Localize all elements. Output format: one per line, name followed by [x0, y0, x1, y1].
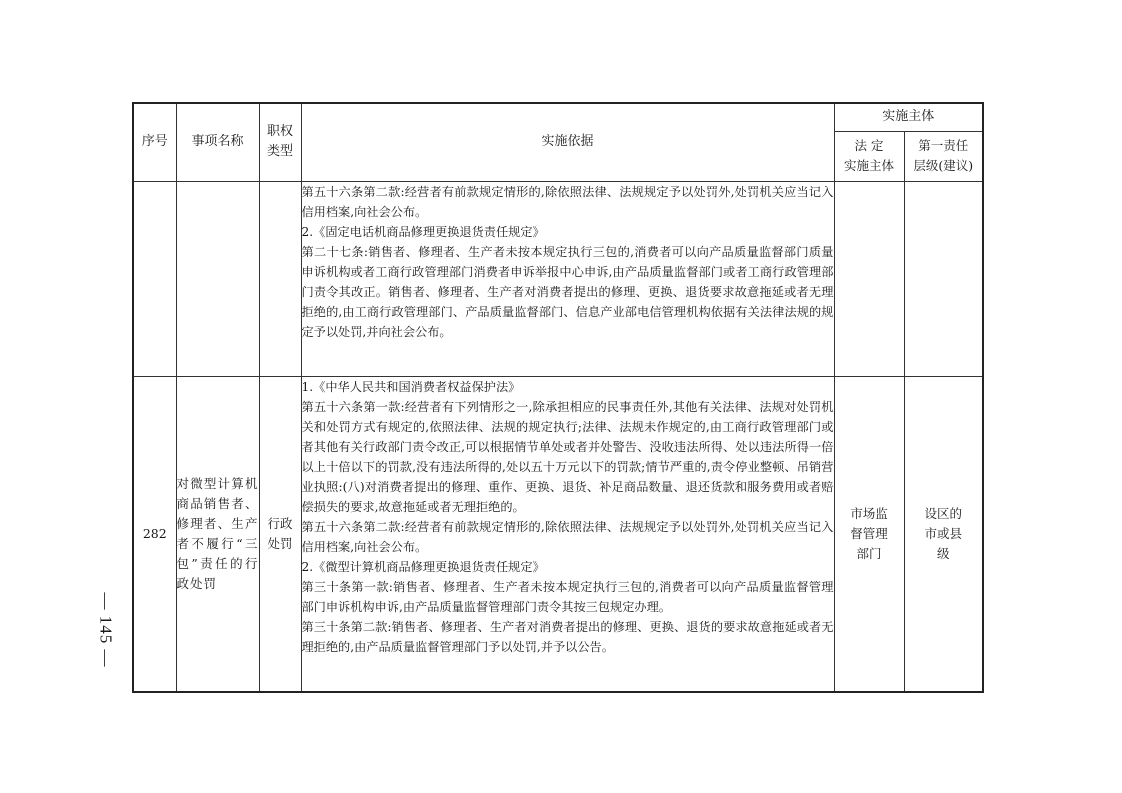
row-name-text: 对微型计算机商品销售者、修理者、生产者不履行“三包”责任的行政处罚 — [176, 475, 259, 591]
basis-law-title: 2.《微型计算机商品修理更换退货责任规定》 — [301, 559, 545, 574]
row-basis — [301, 376, 834, 692]
header-subject: 实施主体 — [834, 103, 983, 131]
page-number: — 145 — — [96, 592, 115, 668]
header-first-level: 第一责任 层级(建议) — [904, 131, 983, 181]
basis-paragraph: 第五十六条第二款:经营者有前款规定情形的,除依照法律、法规规定予以处罚外,处罚机关应当记入信用档案,向社会公布。 — [301, 184, 834, 219]
header-name: 事项名称 — [176, 103, 259, 181]
row-no: 282 — [133, 376, 176, 692]
basis-paragraph: 第五十六条第二款:经营者有前款规定情形的,除依照法律、法规规定予以处罚外,处罚机关应当记入信用档案,向社会公布。 — [301, 519, 834, 554]
responsibility-table — [132, 102, 984, 693]
basis-paragraph: 第五十六条第一款:经营者有下列情形之一,除承担相应的民事责任外,其他有关法律、法规对处罚机关和处罚方式有规定的,依照法律、法规的规定执行;法律、法规未作规定的,由工商行政管理部门或者其他有关行政部门责令改正,可以根据情节单处或者并处警告、没收违法所得、处以违法所得一倍以上十倍以下的罚款,没有违法所得的,处以五十万元以下的罚款;情节严重的,责令停业整顿、吊销营业执照:(八)对消费者提出的修理、重作、更换、退货、补足商品数量、退还货款和服务费用或者赔偿损失的要求,故意拖延或者无理拒绝的。 — [301, 399, 834, 514]
header-type: 职权类型 — [259, 103, 301, 181]
row-legal-subject: 市场监督管理部门 — [834, 376, 904, 692]
header-no: 序号 — [133, 103, 176, 181]
row-name — [176, 376, 259, 692]
row-name — [176, 181, 259, 376]
row-legal-subject — [834, 181, 904, 376]
basis-paragraph: 第三十条第一款:销售者、修理者、生产者未按本规定执行三包的,消费者可以向产品质量监督管理部门申诉机构申诉,由产品质量监督管理部门责令其按三包规定办理。 — [301, 579, 834, 614]
header-legal-subject: 法 定 实施主体 — [834, 131, 904, 181]
header-basis: 实施依据 — [301, 103, 834, 181]
row-basis — [301, 181, 834, 376]
row-type: 行政处罚 — [259, 376, 301, 692]
table-row — [133, 376, 983, 692]
basis-law-title: 1.《中华人民共和国消费者权益保护法》 — [301, 379, 521, 394]
basis-paragraph: 第三十条第二款:销售者、修理者、生产者对消费者提出的修理、更换、退货的要求故意拖延或者无理拒绝的,由产品质量监督管理部门予以处罚,并予以公告。 — [301, 619, 834, 654]
row-first-level: 设区的市或县级 — [904, 376, 983, 692]
row-type — [259, 181, 301, 376]
basis-paragraph: 第二十七条:销售者、修理者、生产者未按本规定执行三包的,消费者可以向产品质量监督部门质量申诉机构或者工商行政管理部门消费者申诉举报中心申诉,由产品质量监督部门或者工商行政管理部门责令其改正。销售者、修理者、生产者对消费者提出的修理、更换、退货要求故意拖延或者无理拒绝的,由工商行政管理部门、产品质量监督部门、信息产业部电信管理机构依据有关法律法规的规定予以处罚,并向社会公布。 — [301, 244, 834, 339]
basis-law-title: 2.《固定电话机商品修理更换退货责任规定》 — [301, 224, 545, 239]
row-first-level — [904, 181, 983, 376]
row-no — [133, 181, 176, 376]
table-row — [133, 181, 983, 376]
